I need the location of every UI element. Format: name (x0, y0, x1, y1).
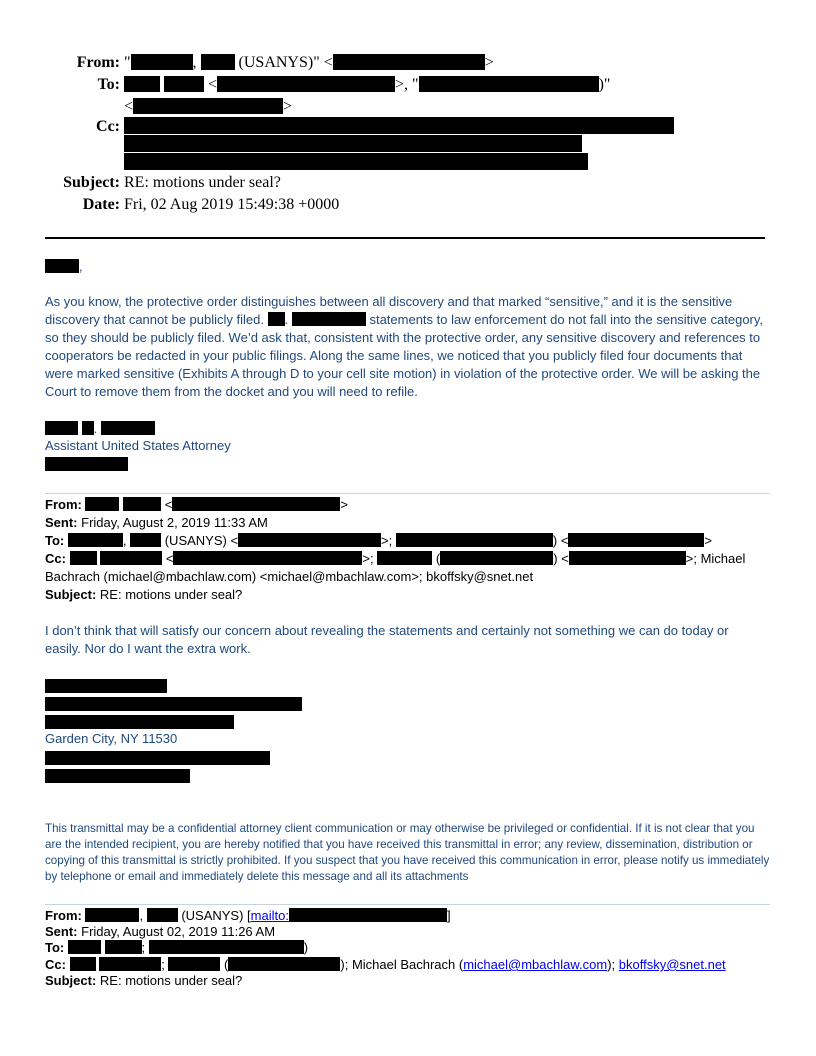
redaction (228, 957, 340, 971)
redaction (85, 908, 139, 922)
redaction (45, 715, 234, 729)
redaction (130, 533, 161, 547)
from-value: " , (USANYS)" < > (124, 54, 494, 71)
email2-sent: Sent: Friday, August 2, 2019 11:33 AM (45, 515, 268, 530)
redaction (82, 421, 94, 435)
redaction (45, 751, 270, 765)
email2-sig-line2 (45, 696, 302, 714)
signature-phone (45, 456, 128, 474)
redaction (131, 54, 193, 70)
header-subject-row (0, 172, 816, 194)
email2-sig-city: Garden City, NY 11530 (45, 731, 178, 746)
confidentiality-disclaimer: This transmittal may be a confidential attorney client communication or may otherwise be privileged or confidential. If it is not clear that you are the intended recipient, you are hereby notified that you have received this transmittal in error; any review, dissemination, distribution or copying of this transmittal is strictly prohibited. If you suspect that you have received this communication in error, please notify us immediately by telephone or email and immediately delete this message and all its attachments (45, 822, 770, 883)
redaction (105, 940, 142, 954)
redaction (124, 153, 588, 170)
redaction (164, 76, 204, 92)
redaction (45, 421, 78, 435)
redaction (289, 908, 447, 922)
header-divider (45, 237, 765, 239)
email2-cc-line2: Bachrach (michael@mbachlaw.com) <michael@mbachlaw.com>; bkoffsky@snet.net (45, 569, 534, 584)
redaction (45, 679, 167, 693)
email2-to: To: , (USANYS) < >; ) < > (45, 533, 713, 548)
email3-subject: Subject: RE: motions under seal? (45, 973, 243, 988)
email3-from: From: , (USANYS) [mailto: ] (45, 908, 451, 923)
redaction (68, 533, 123, 547)
redaction (45, 769, 190, 783)
redaction (124, 117, 674, 134)
redaction (101, 421, 155, 435)
email2-sig-line5 (45, 750, 270, 768)
redaction (168, 957, 220, 971)
date-value: Fri, 02 Aug 2019 15:49:38 +0000 (124, 196, 340, 213)
redaction (377, 551, 432, 565)
redaction (124, 135, 582, 152)
redaction (124, 76, 160, 92)
header-from-row (0, 52, 816, 74)
redaction (201, 54, 235, 70)
redaction (99, 957, 161, 971)
email3-to: To: ; ) (45, 940, 309, 955)
redaction (268, 312, 285, 326)
redaction (45, 457, 128, 471)
signature-name: . (45, 420, 155, 438)
redaction (68, 940, 101, 954)
michael-email-link[interactable]: michael@mbachlaw.com (463, 957, 608, 972)
email2-subject: Subject: RE: motions under seal? (45, 587, 243, 602)
to-value: < >, " )" (124, 74, 610, 96)
redaction (70, 551, 97, 565)
redaction (292, 312, 366, 326)
redaction (569, 551, 686, 565)
redaction (45, 697, 302, 711)
header-cc-row (0, 116, 816, 170)
email2-from: From: < > (45, 497, 348, 512)
redaction (419, 76, 599, 92)
redaction (133, 98, 283, 114)
redaction (238, 533, 381, 547)
redaction (173, 551, 362, 565)
redaction (147, 908, 178, 922)
email2-body: I don’t think that will satisfy our concern about revealing the statements and certainly not something we can do today or easily. Nor do I want the extra work. (45, 623, 729, 656)
header-to-row (0, 74, 816, 118)
date-label: Date: (82, 196, 120, 213)
redaction (172, 497, 340, 511)
header-date-row (0, 194, 816, 216)
email2-cc: Cc: < >; ( ) < >; Michael (45, 551, 746, 566)
mailto-link[interactable]: mailto: (250, 908, 289, 923)
email2-sig-line1 (45, 678, 167, 696)
quoted-divider (45, 493, 770, 494)
greeting: , (45, 258, 83, 276)
redaction (85, 497, 119, 511)
redaction (100, 551, 162, 565)
to-value-line2: < > (124, 98, 293, 115)
email2-sig-line6 (45, 768, 190, 786)
redaction (70, 957, 96, 971)
subject-label: Subject: (63, 174, 120, 191)
from-label: From: (76, 54, 120, 71)
redaction (440, 551, 553, 565)
cc-label: Cc: (96, 118, 120, 135)
cc-value-line3 (124, 152, 588, 174)
signature-title: Assistant United States Attorney (45, 438, 231, 453)
redaction (568, 533, 704, 547)
redaction (396, 533, 553, 547)
redaction (149, 940, 304, 954)
redaction (333, 54, 485, 70)
email3-sent: Sent: Friday, August 02, 2019 11:26 AM (45, 924, 276, 939)
reply-body: As you know, the protective order distinguishes between all discovery and that marked “sensitive,” and it is the sensitive discovery that cannot be publicly filed. . statements to law enforcement do not fall into the sensitive category, so they should be publicly filed. We’d ask that, consistent with the protective order, any sensitive discovery and references to cooperators be redacted in your public filings. Along the same lines, we noticed that you publicly filed four documents that were marked sensitive (Exhibits A through D to your cell site motion) in violation of the protective order. We will be asking the Court to remove them from the docket and you will need to refile. (45, 294, 764, 399)
redaction (45, 259, 79, 273)
bkoffsky-email-link[interactable]: bkoffsky@snet.net (618, 957, 726, 972)
subject-value: RE: motions under seal? (124, 174, 281, 191)
redaction (217, 76, 395, 92)
redaction (123, 497, 161, 511)
to-label: To: (97, 76, 120, 93)
email3-cc: Cc: ; ( ); Michael Bachrach (michael@mbachlaw.com); bkoffsky@snet.net (45, 957, 726, 972)
quoted-divider-2 (45, 904, 770, 905)
